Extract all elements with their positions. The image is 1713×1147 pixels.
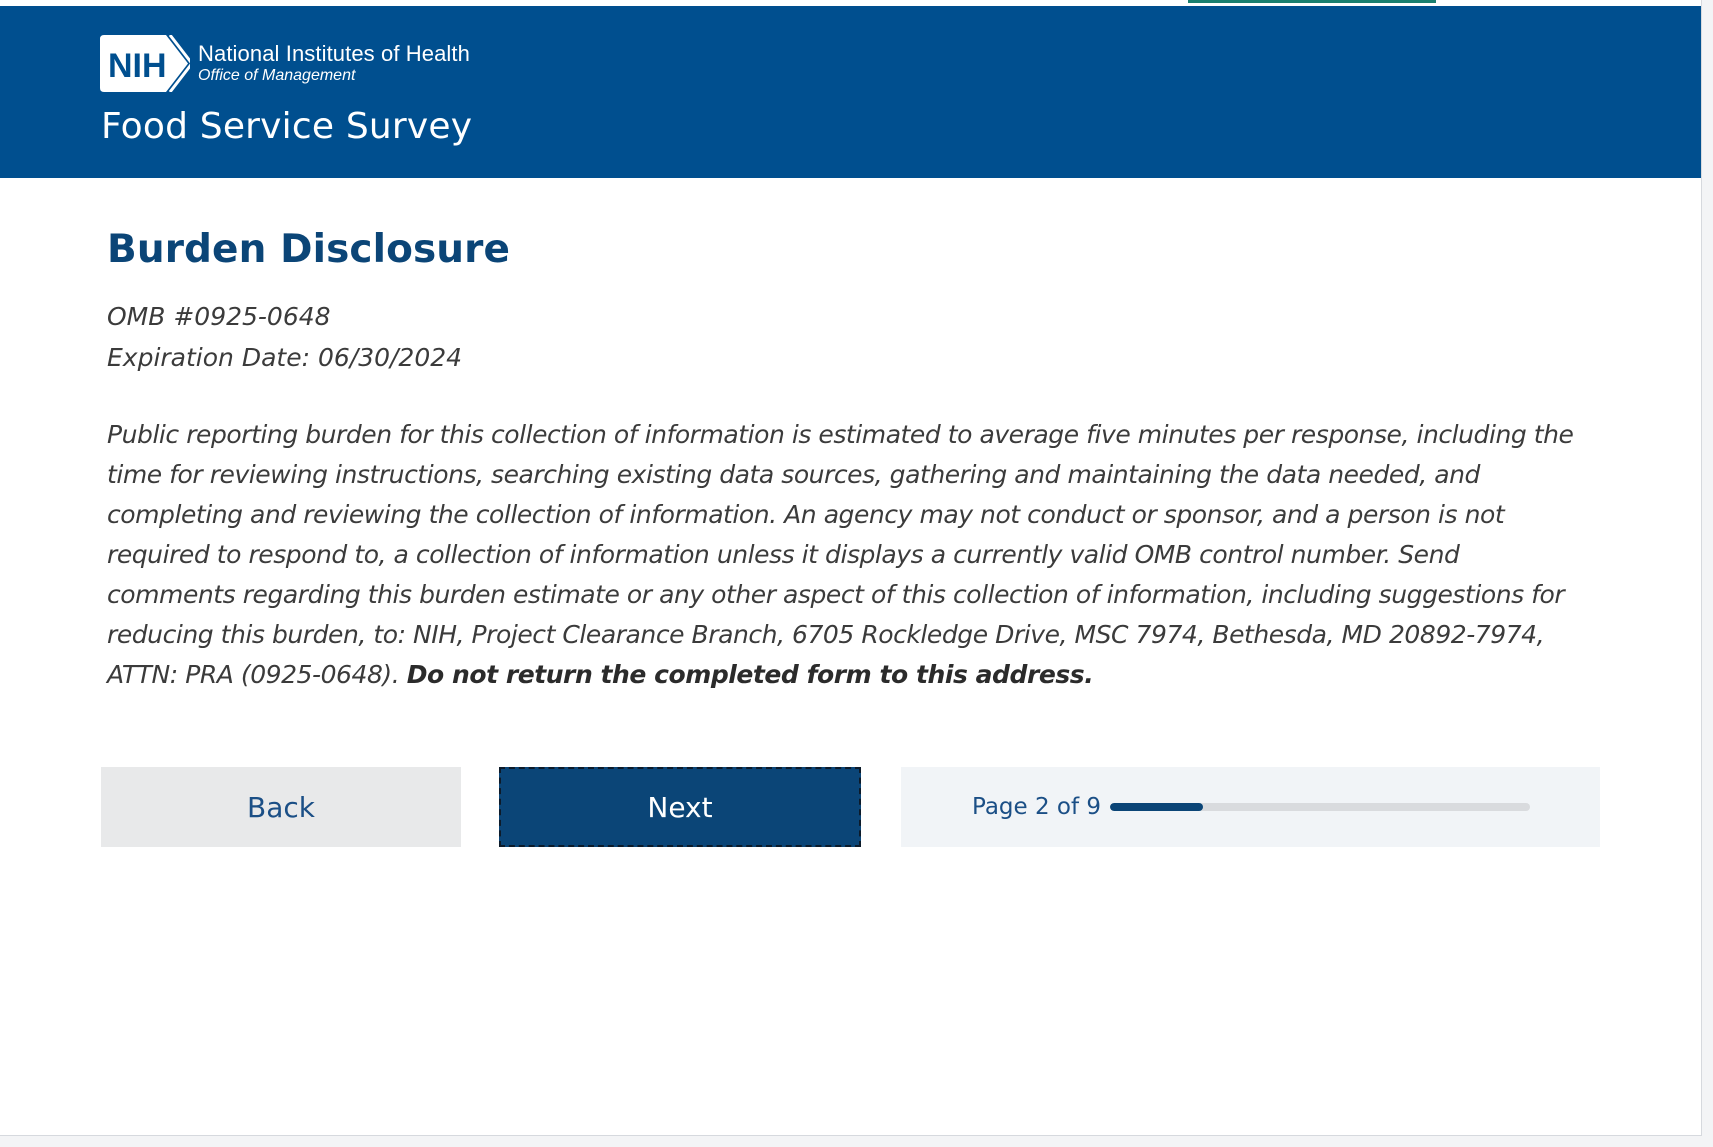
progress-panel: [901, 767, 1600, 847]
site-header: [0, 6, 1701, 178]
progress-bar-fill: [1110, 803, 1203, 811]
page-title: Burden Disclosure: [107, 227, 511, 272]
expiration-date: Expiration Date: 06/30/2024: [107, 343, 463, 372]
top-accent-bar: [1188, 0, 1436, 3]
nih-badge-icon: [100, 35, 190, 92]
back-button[interactable]: Back: [101, 767, 461, 847]
survey-navigation: [101, 767, 1600, 847]
nih-logo[interactable]: [100, 35, 470, 92]
progress-bar: [1110, 803, 1530, 811]
disclosure-body: Public reporting burden for this collection of information is estimated to average five minutes per response, including the time for reviewing instructions, searching existing data sources, gathering and maintaining the data needed, and completing and reviewing the collection of information. An agency may not conduct or sponsor, and a person is not required to respond to, a collection of information unless it displays a currently valid OMB control number. Send comments regarding this burden estimate or any other aspect of this collection of information, including suggestions for reducing this burden, to: NIH, Project Clearance Branch, 6705 Rockledge Drive, MSC 7974, Bethesda, MD 20892-7974, ATTN: PRA (0925-0648).: [107, 420, 1574, 689]
org-name: National Institutes of Health: [198, 41, 470, 66]
org-subtitle: Office of Management: [198, 67, 356, 84]
disclosure-warning: Do not return the completed form to this address.: [406, 660, 1094, 689]
main-content: [107, 224, 1587, 720]
nih-logo-text: NIH: [108, 47, 167, 85]
burden-disclosure-text: [107, 415, 1589, 695]
omb-info: [107, 296, 1587, 378]
omb-number: OMB #0925-0648: [107, 302, 331, 331]
progress-label: Page 2 of 9: [972, 794, 1102, 820]
app-title: Food Service Survey: [101, 106, 473, 147]
next-button[interactable]: Next: [499, 767, 861, 847]
